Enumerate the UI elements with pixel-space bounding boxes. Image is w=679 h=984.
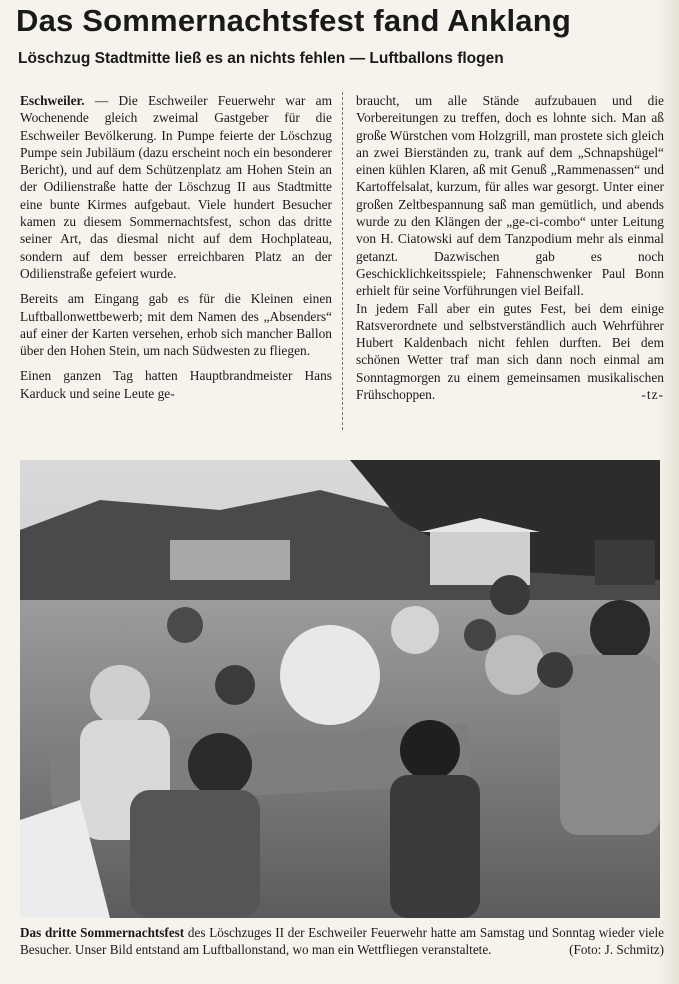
stand — [170, 540, 290, 580]
person-head — [400, 720, 460, 780]
balloon — [280, 625, 380, 725]
balloon — [485, 635, 545, 695]
photo-credit: (Foto: J. Schmitz) — [569, 942, 664, 957]
person-head — [188, 733, 252, 797]
paragraph: Bereits am Eingang gab es für die Kleinen einen Luftballonwettbewerb; mit dem Namen des „Absenders“ auf einer der Karten versehen, erhob sich mancher Ballon über den Hohen Stein, um nach Südwesten zu fliegen. — [20, 291, 332, 359]
photo-illustration — [20, 460, 660, 918]
paragraph — [356, 300, 664, 404]
person — [390, 775, 480, 918]
caption-lead: Das dritte Sommernachtsfest — [20, 925, 185, 940]
author-signoff: -tz- — [641, 387, 664, 403]
person-head — [537, 652, 573, 688]
article-column-right — [356, 92, 664, 403]
person — [130, 790, 260, 918]
paragraph: Einen ganzen Tag hatten Hauptbrandmeister Hans Karduck und seine Leute ge- — [20, 368, 332, 401]
headline: Das Sommernachtsfest fand Anklang — [16, 3, 571, 38]
column-divider — [342, 92, 343, 430]
person-head — [90, 665, 150, 725]
parked-car — [595, 540, 655, 585]
caption-text: des Löschzuges II der Eschweiler Feuerwehr hatte am Samstag und Sonntag wieder viele Besucher. Unser Bild entstand am Luftballonstand, wo man ein Wettfliegen veranstaltete. — [20, 925, 664, 957]
person — [560, 655, 660, 835]
person-head — [590, 600, 650, 660]
photo-caption — [20, 924, 664, 958]
person-head — [167, 607, 203, 643]
paragraph — [20, 92, 332, 282]
person-head — [215, 665, 255, 705]
article-column-left — [20, 92, 332, 402]
paragraph-text: — Die Eschweiler Feuerwehr war am Wochenende gleich zweimal Gastgeber für die Eschweiler Bevölkerung. In Pumpe feierte der Löschzug Pumpe sein Jubiläum (dazu erscheint noch ein besonderer Bericht), und auf dem Schützenplatz am Hohen Stein an der Odilienstraße hatte der Löschzug II aus Stadtmitte eine bunte Kirmes aufgebaut. Viele hundert Besucher kamen zu diesem Sommernachtsfest, schon das dritte seiner Art, das diesmal nicht auf dem Hochplateau, sondern auf dem besser erreichbaren Platz an der Odilienstraße gefeiert wurde. — [20, 93, 332, 281]
person-head — [464, 619, 496, 651]
article-photo — [20, 460, 660, 918]
balloon — [391, 606, 439, 654]
dateline: Eschweiler. — [20, 93, 85, 108]
paragraph: braucht, um alle Stände aufzubauen und die Vorbereitungen zu treffen, doch es lohnte sich. Man aß große Würstchen vom Holzgrill, man prostete sich gleich an zwei Bierständen zu, trank auf dem „Schnapshügel“ einen kühlen Klaren, aß mit Genuß „Rammenassen“ und Kartoffelsalat, kurzum, für alles war gesorgt. Unter einer großen Zeltbespannung saß man gemütlich, und abends wurde zu den Klängen der „ge-ci-combo“ unter Leitung von H. Ciatowski auf dem Tanzpodium mehr als einmal getanzt. Dazwischen gab es noch Geschicklichkeitsspiele; Fahnenschwenker Paul Bonn erhielt für seine Vorführungen viel Beifall. — [356, 93, 664, 299]
paragraph-text: In jedem Fall aber ein gutes Fest, bei dem einige Ratsverordnete und selbstverständlich auch Wehrführer Hubert Kaldenbach nicht fehlen durften. Bei dem schönen Wetter traf man sich dann noch einmal am Sonntagmorgen zu einem gemeinsamen musikalischen Frühschoppen. — [356, 300, 664, 403]
subheadline: Löschzug Stadtmitte ließ es an nichts fehlen — Luftballons flogen — [18, 50, 504, 67]
person-head — [490, 575, 530, 615]
